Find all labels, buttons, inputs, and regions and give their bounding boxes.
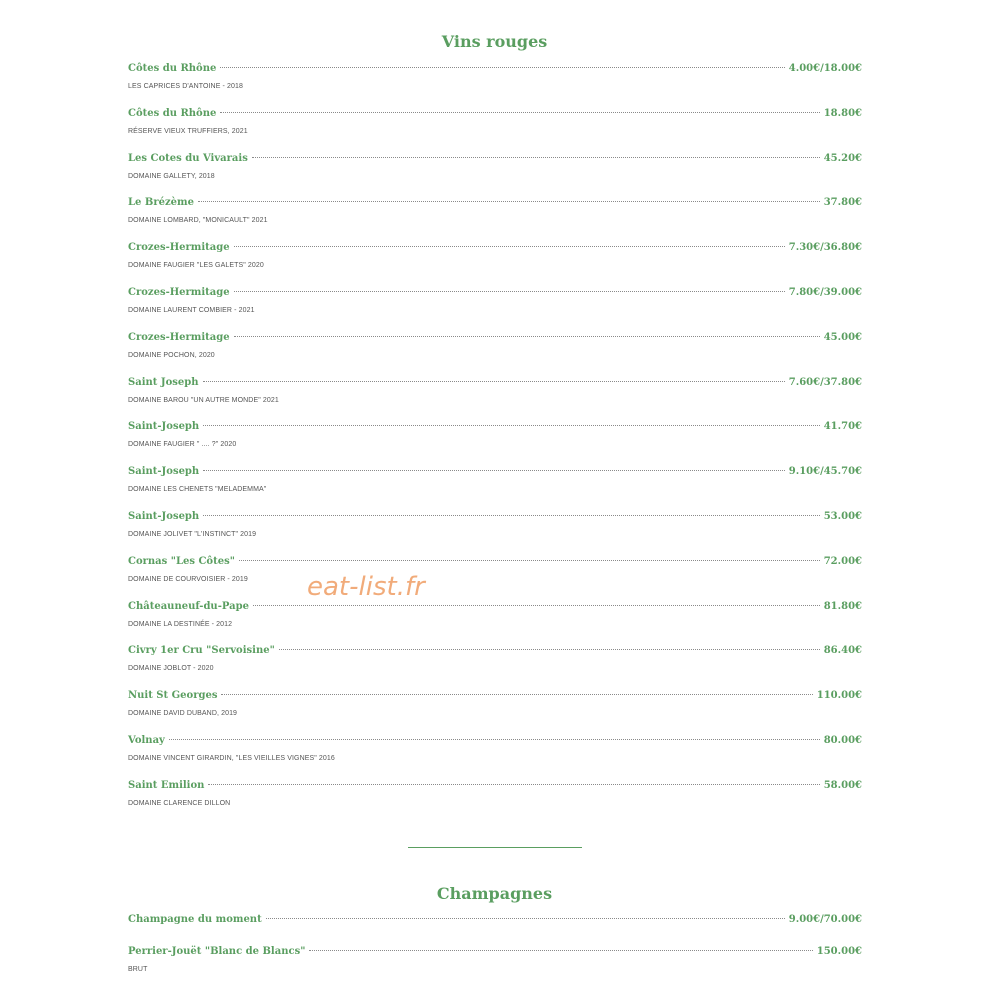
dotted-leader <box>252 157 820 158</box>
item-price: 7.60€/37.80€ <box>788 376 862 388</box>
menu-item <box>128 152 862 197</box>
item-price: 9.10€/45.70€ <box>788 466 862 478</box>
menu-item <box>128 420 862 465</box>
dotted-leader <box>221 694 812 695</box>
item-price: 18.80€ <box>823 107 862 119</box>
item-name: Crozes-Hermitage <box>128 286 230 298</box>
item-price: 4.00€/18.00€ <box>788 63 862 74</box>
item-description: DOMAINE JOBLOT - 2020 <box>128 665 214 673</box>
dotted-leader <box>279 649 820 650</box>
item-price: 45.20€ <box>823 152 862 164</box>
dotted-leader <box>220 112 819 113</box>
item-name: Saint Emilion <box>128 779 205 791</box>
menu-item <box>128 376 862 421</box>
item-price: 41.70€ <box>823 421 862 433</box>
item-name: Volnay <box>128 734 165 746</box>
item-price: 80.00€ <box>823 734 862 746</box>
dotted-leader <box>309 950 812 951</box>
item-name: Nuit St Georges <box>128 690 218 702</box>
menu-item <box>128 107 862 152</box>
menu-item <box>128 510 862 555</box>
item-description: DOMAINE BAROU "UN AUTRE MONDE" 2021 <box>128 396 279 404</box>
item-name: Châteauneuf-du-Pape <box>128 600 249 612</box>
item-description: DOMAINE FAUGIER " .... ?" 2020 <box>128 441 237 449</box>
item-name: Saint-Joseph <box>128 421 200 433</box>
item-description: DOMAINE CLARENCE DILLON <box>128 799 231 807</box>
menu-item <box>128 241 862 286</box>
dotted-leader <box>203 515 820 516</box>
dotted-leader <box>253 605 820 606</box>
menu-item <box>128 734 862 779</box>
dotted-leader <box>234 336 820 337</box>
dotted-leader <box>239 560 820 561</box>
menu-item <box>128 600 862 645</box>
menu-item <box>128 945 862 990</box>
item-name: Perrier-Jouët "Blanc de Blancs" <box>128 946 306 957</box>
item-description: LES CAPRICES D'ANTOINE - 2018 <box>128 83 243 90</box>
item-description: DOMAINE DE COURVOISIER - 2019 <box>128 575 248 583</box>
item-name: Côtes du Rhône <box>128 107 217 119</box>
item-price: 86.40€ <box>823 645 862 657</box>
dotted-leader <box>220 67 784 68</box>
item-description: DOMAINE JOLIVET "L'INSTINCT" 2019 <box>128 530 257 538</box>
menu-item <box>128 286 862 331</box>
item-name: Crozes-Hermitage <box>128 331 230 343</box>
item-description: DOMAINE LA DESTINÉE - 2012 <box>128 620 233 628</box>
item-price: 9.00€/70.00€ <box>788 914 862 925</box>
menu-item <box>128 196 862 241</box>
item-price: 45.00€ <box>823 331 862 343</box>
item-description: DOMAINE GALLETY, 2018 <box>128 172 215 180</box>
item-price: 150.00€ <box>816 946 862 957</box>
item-description: BRUT <box>128 966 148 973</box>
menu-item <box>128 465 862 510</box>
item-price: 58.00€ <box>823 779 862 791</box>
item-description: DOMAINE DAVID DUBAND, 2019 <box>128 710 238 718</box>
section-title-vins-rouges: Vins rouges <box>441 32 548 51</box>
menu-item <box>128 913 862 945</box>
section-title-champagnes: Champagnes <box>436 884 553 903</box>
item-description: DOMAINE VINCENT GIRARDIN, "LES VIEILLES VIGNES" 2016 <box>128 754 335 762</box>
dotted-leader <box>198 201 820 202</box>
item-price: 37.80€ <box>823 197 862 209</box>
item-description: DOMAINE LES CHENETS "MELADEMMA" <box>128 486 267 494</box>
dotted-leader <box>203 470 785 471</box>
item-name: Civry 1er Cru "Servoisine" <box>128 645 275 657</box>
item-name: Cornas "Les Côtes" <box>128 555 235 567</box>
menu-item <box>128 689 862 734</box>
menu-item <box>128 555 862 600</box>
dotted-leader <box>203 425 820 426</box>
item-description: DOMAINE FAUGIER "LES GALETS" 2020 <box>128 262 264 270</box>
item-name: Les Cotes du Vivarais <box>128 152 248 164</box>
wine-list-vins-rouges <box>128 62 862 824</box>
dotted-leader <box>234 291 785 292</box>
dotted-leader <box>169 739 820 740</box>
item-description: RÉSERVE VIEUX TRUFFIERS, 2021 <box>128 127 248 135</box>
dotted-leader <box>208 784 819 785</box>
item-description: DOMAINE POCHON, 2020 <box>128 351 215 359</box>
menu-item <box>128 644 862 689</box>
item-price: 81.80€ <box>823 600 862 612</box>
item-price: 7.80€/39.00€ <box>788 286 862 298</box>
item-price: 72.00€ <box>823 555 862 567</box>
menu-item <box>128 62 862 107</box>
dotted-leader <box>203 381 785 382</box>
menu-item <box>128 779 862 824</box>
item-price: 53.00€ <box>823 510 862 522</box>
dotted-leader <box>266 918 785 919</box>
item-price: 7.30€/36.80€ <box>788 242 862 254</box>
section-divider <box>408 847 582 848</box>
menu-item <box>128 331 862 376</box>
dotted-leader <box>234 246 785 247</box>
item-name: Le Brézème <box>128 197 194 209</box>
item-name: Champagne du moment <box>128 914 262 925</box>
item-name: Saint Joseph <box>128 376 199 388</box>
watermark: eat-list.fr <box>307 572 425 602</box>
item-name: Saint-Joseph <box>128 466 200 478</box>
wine-list-champagnes <box>128 913 862 990</box>
item-price: 110.00€ <box>816 690 862 702</box>
item-name: Côtes du Rhône <box>128 63 217 74</box>
item-description: DOMAINE LOMBARD, "MONICAULT" 2021 <box>128 217 268 225</box>
item-description: DOMAINE LAURENT COMBIER - 2021 <box>128 306 255 314</box>
item-name: Saint-Joseph <box>128 510 200 522</box>
item-name: Crozes-Hermitage <box>128 242 230 254</box>
